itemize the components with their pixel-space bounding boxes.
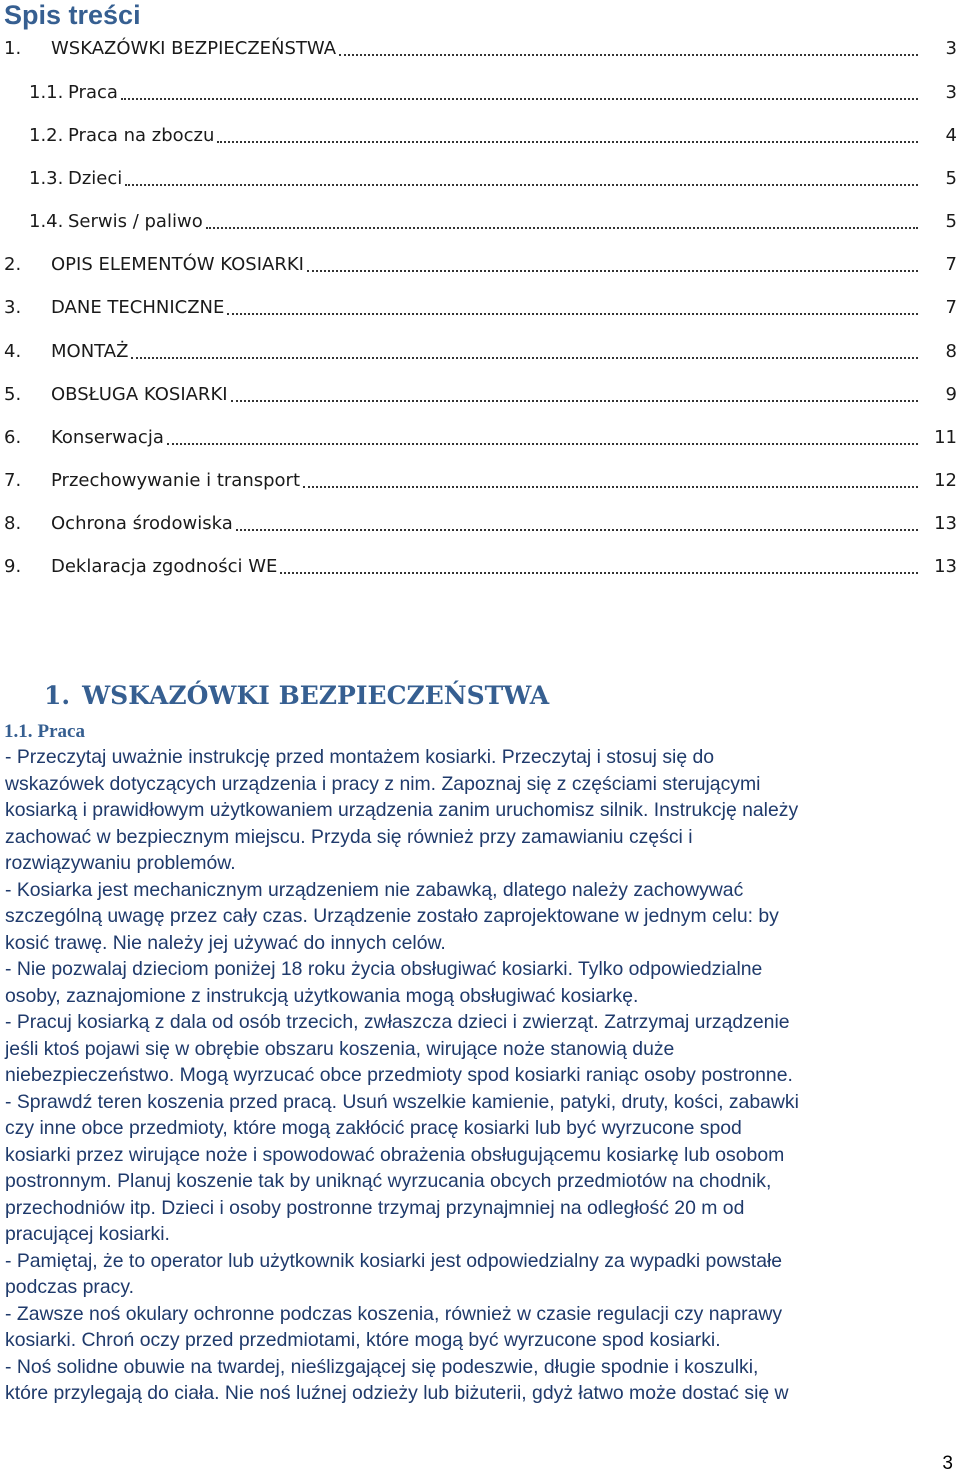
toc-dot-leader: [280, 572, 918, 574]
toc-dot-leader: [231, 400, 918, 402]
toc-entry[interactable]: [0, 36, 960, 62]
toc-dot-leader: [125, 184, 918, 186]
body-line: - Kosiarka jest mechanicznym urządzeniem nie zabawką, dlatego należy zachowywać: [5, 878, 744, 901]
toc-entry-number: 5.: [4, 384, 22, 405]
toc-entry-page: 11: [934, 427, 957, 448]
subsection-title: Praca: [37, 721, 85, 742]
toc-dot-leader: [121, 98, 918, 100]
body-line: zachować w bezpiecznym miejscu. Przyda się również przy zamawianiu części i: [5, 825, 693, 848]
body-line: postronnym. Planuj koszenie tak by uniknąć wyrzucania obcych przedmiotów na chodnik,: [5, 1170, 772, 1192]
subsection-number: 1.1.: [4, 721, 33, 742]
toc-entry-label: Serwis / paliwo: [68, 211, 203, 232]
toc-entry-number: 9.: [4, 556, 22, 577]
toc-entry-label: OBSŁUGA KOSIARKI: [51, 384, 228, 405]
toc-dot-leader: [167, 443, 918, 445]
body-line: - Nie pozwalaj dzieciom poniżej 18 roku życia obsługiwać kosiarki. Tylko odpowiedzialne: [5, 958, 763, 980]
toc-entry-page: 9: [945, 384, 957, 405]
body-line: rozwiązywaniu problemów.: [5, 852, 236, 874]
toc-entry[interactable]: [0, 80, 960, 106]
body-line: kosiarki. Chroń oczy przed przedmiotami, które mogą być wyrzucone spod kosiarki.: [5, 1329, 721, 1351]
toc-dot-leader: [131, 357, 918, 359]
body-line: - Pamiętaj, że to operator lub użytkownik kosiarki jest odpowiedzialny za wypadki powstałe: [5, 1249, 783, 1272]
toc-entry-number: 2.: [4, 254, 22, 275]
toc-entry-number: 4.: [4, 341, 22, 362]
body-line: kosić trawę. Nie należy jej używać do innych celów.: [5, 931, 446, 954]
toc-entry-number: 1.4.: [29, 211, 64, 232]
toc-entry-number: 3.: [4, 297, 22, 318]
toc-entry[interactable]: [0, 295, 960, 321]
toc-entry-label: WSKAZÓWKI BEZPIECZEŃSTWA: [51, 38, 337, 59]
body-line: wskazówek dotyczących urządzenia i pracy z nim. Zapoznaj się z częściami sterującymi: [5, 772, 761, 795]
toc-entry-number: 6.: [4, 427, 22, 448]
body-line: - Zawsze noś okulary ochronne podczas koszenia, również w czasie regulacji czy naprawy: [5, 1302, 783, 1325]
toc-entry-label: Praca: [68, 82, 118, 103]
toc-dot-leader: [236, 529, 918, 531]
toc-entry-page: 3: [945, 38, 957, 59]
body-line: niebezpieczeństwo. Mogą wyrzucać obce przedmioty spod kosiarki raniąc osoby postronne.: [5, 1064, 793, 1086]
toc-entry-page: 3: [945, 82, 957, 103]
toc-entry-number: 7.: [4, 470, 22, 491]
body-line: przechodniów itp. Dzieci i osoby postronne trzymaj przynajmniej na odległość 20 m od: [5, 1196, 745, 1219]
toc-entry[interactable]: [0, 425, 960, 451]
body-line: podczas pracy.: [5, 1276, 134, 1298]
body-line: osoby, zaznajomione z instrukcją użytkowania mogą obsługiwać kosiarkę.: [5, 984, 639, 1007]
body-line: jeśli ktoś pojawi się w obrębie obszaru koszenia, wirujące noże stanowią duże: [5, 1037, 675, 1060]
toc-entry-number: 8.: [4, 513, 22, 534]
toc-entry-label: Przechowywanie i transport: [51, 470, 301, 491]
body-line: - Noś solidne obuwie na twardej, nieślizgającej się podeszwie, długie spodnie i koszulki,: [5, 1355, 759, 1378]
toc-dot-leader: [206, 227, 918, 229]
section-title: WSKAZÓWKI BEZPIECZEŃSTWA: [82, 681, 550, 710]
toc-dot-leader: [227, 313, 918, 315]
subsection-heading: [4, 720, 85, 744]
toc-entry-number: 1.: [4, 38, 22, 59]
page-number: 3: [942, 1453, 953, 1474]
toc-dot-leader: [303, 486, 918, 488]
toc-dot-leader: [217, 141, 918, 143]
section-number: 1.: [44, 681, 71, 710]
body-line: - Sprawdź teren koszenia przed pracą. Usuń wszelkie kamienie, patyki, druty, kości, zabawki: [5, 1090, 799, 1113]
toc-entry-page: 12: [934, 470, 957, 491]
section-body: [5, 744, 957, 1407]
toc-entry-label: Ochrona środowiska: [51, 513, 233, 534]
body-line: - Przeczytaj uważnie instrukcję przed montażem kosiarki. Przeczytaj i stosuj się do: [5, 746, 715, 768]
toc-entry-page: 7: [945, 254, 957, 275]
toc-entry[interactable]: [0, 123, 960, 149]
toc-entry[interactable]: [0, 382, 960, 408]
toc-entry-page: 13: [934, 513, 957, 534]
toc-dot-leader: [307, 270, 918, 272]
toc-entry-page: 4: [945, 125, 957, 146]
toc-entry-label: Konserwacja: [51, 427, 164, 448]
body-line: - Pracuj kosiarką z dala od osób trzecich, zwłaszcza dzieci i zwierząt. Zatrzymaj urządzenie: [5, 1011, 790, 1033]
toc-entry[interactable]: [0, 554, 960, 580]
toc-entry-page: 5: [945, 168, 957, 189]
body-line: które przylegają do ciała. Nie noś luźnej odzieży lub biżuterii, gdyż łatwo może dostać się w: [5, 1382, 789, 1404]
toc-entry-label: Deklaracja zgodności WE: [51, 556, 278, 577]
toc-entry-label: Dzieci: [68, 168, 123, 189]
toc-dot-leader: [339, 54, 918, 56]
body-line: czy inne obce przedmioty, które mogą zakłócić pracę kosiarki lub być wyrzucone spod: [5, 1117, 742, 1139]
section-heading: [44, 679, 549, 713]
toc-entry-page: 5: [945, 211, 957, 232]
toc-entry-page: 8: [945, 341, 957, 362]
toc-entry-number: 1.3.: [29, 168, 64, 189]
toc-entry-label: Praca na zboczu: [68, 125, 215, 146]
toc-entry[interactable]: [0, 209, 960, 235]
toc-entry-label: MONTAŻ: [51, 341, 129, 362]
body-line: szczególną uwagę przez cały czas. Urządzenie zostało zaprojektowane w jednym celu: by: [5, 905, 779, 927]
toc-entry-label: OPIS ELEMENTÓW KOSIARKI: [51, 254, 304, 275]
toc-entry[interactable]: [0, 252, 960, 278]
toc-entry[interactable]: [0, 468, 960, 494]
toc-entry-page: 13: [934, 556, 957, 577]
body-line: kosiarką i prawidłowym użytkowaniem urządzenia zanim uruchomisz silnik. Instrukcję należy: [5, 799, 799, 821]
body-line: kosiarki przez wirujące noże i spowodować obrażenia obsługującemu kosiarkę lub osobom: [5, 1143, 785, 1166]
toc-entry-label: DANE TECHNICZNE: [51, 297, 225, 318]
toc-entry[interactable]: [0, 511, 960, 537]
toc-entry[interactable]: [0, 166, 960, 192]
toc-entry-number: 1.2.: [29, 125, 64, 146]
toc-entry-number: 1.1.: [29, 82, 64, 103]
toc-entry[interactable]: [0, 339, 960, 365]
body-line: pracującej kosiarki.: [5, 1223, 170, 1245]
toc-entry-page: 7: [945, 297, 957, 318]
toc-title: Spis treści: [4, 0, 141, 30]
